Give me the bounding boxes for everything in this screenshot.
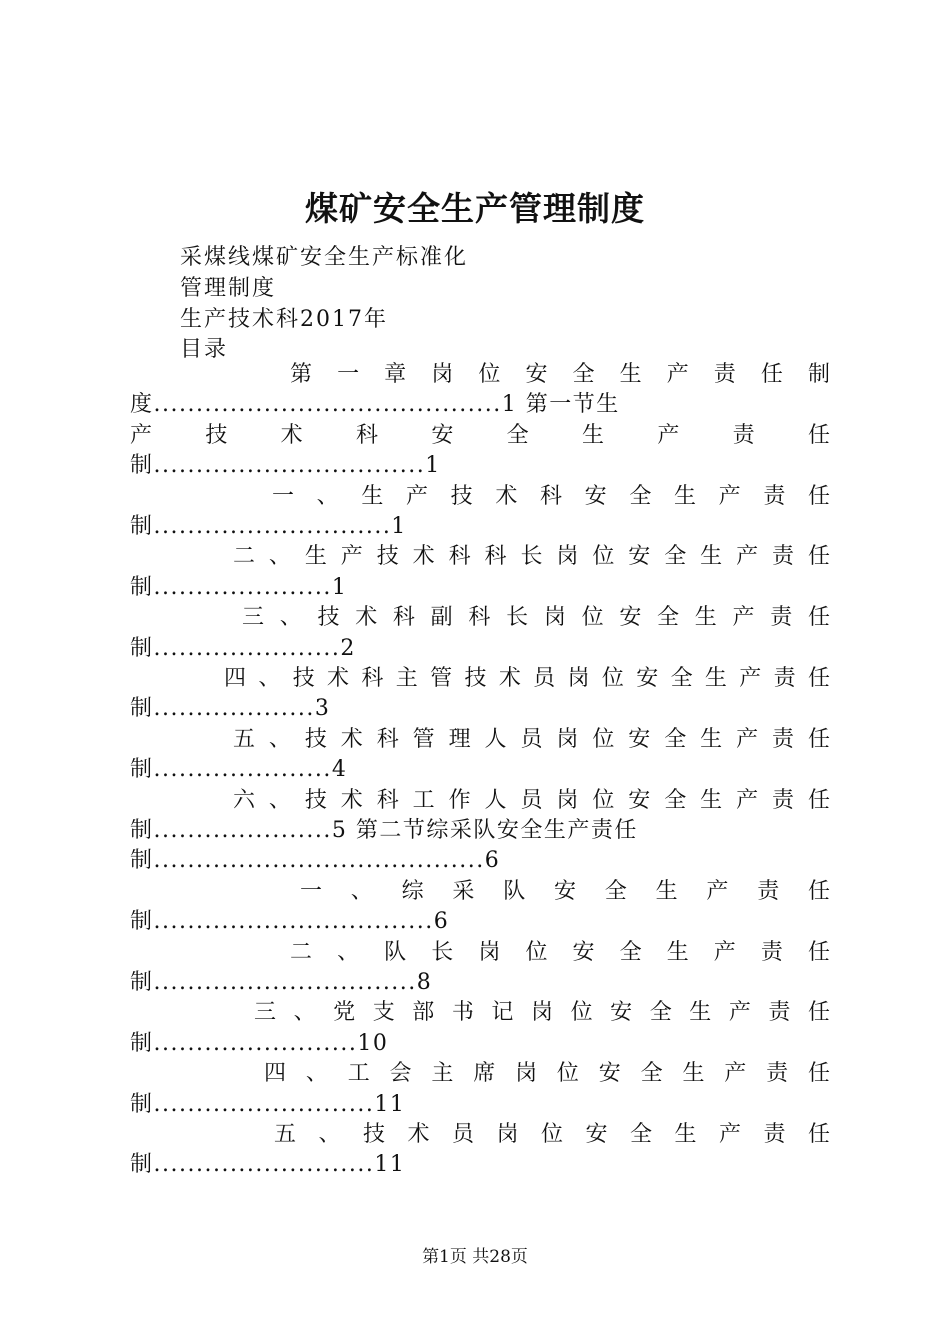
- toc-line: 制..........................11: [130, 1152, 406, 1178]
- toc-line: 制.................................6: [130, 909, 450, 935]
- toc-line: 五 、 技 术 科 管 理 人 员 岗 位 安 全 生 产 责 任: [233, 726, 830, 752]
- toc-line: 三 、 技 术 科 副 科 长 岗 位 安 全 生 产 责 任: [242, 605, 830, 631]
- toc-line: 制...............................8: [130, 970, 433, 995]
- meta-line-department: 生产技术科2017年: [180, 307, 388, 332]
- toc-line: 制................................1: [130, 453, 441, 479]
- toc-line: 一 、 生 产 技 术 科 安 全 生 产 责 任: [272, 483, 830, 509]
- toc-line: 度.........................................1 第一节生: [130, 392, 620, 418]
- toc-line: 制.....................4: [130, 757, 348, 783]
- page-footer: 第1页 共28页: [422, 1247, 528, 1267]
- toc-line: 制.......................................6: [130, 848, 501, 874]
- toc-line: 四 、 工 会 主 席 岗 位 安 全 生 产 责 任: [264, 1061, 830, 1087]
- toc-line: 六 、 技 术 科 工 作 人 员 岗 位 安 全 生 产 责 任: [233, 787, 830, 813]
- document-title: 煤矿安全生产管理制度: [305, 189, 645, 228]
- toc-line: 四 、 技 术 科 主 管 技 术 员 岗 位 安 全 生 产 责 任: [224, 666, 830, 691]
- toc-line: 一 、 综 采 队 安 全 生 产 责 任: [300, 878, 830, 904]
- toc-line: 三 、 党 支 部 书 记 岗 位 安 全 生 产 责 任: [254, 1000, 830, 1026]
- toc-line: 五 、 技 术 员 岗 位 安 全 生 产 责 任: [274, 1122, 830, 1147]
- toc-line: 制............................1: [130, 514, 407, 539]
- toc-line: 制..........................11: [130, 1091, 406, 1117]
- toc-line: 二 、 生 产 技 术 科 科 长 岗 位 安 全 生 产 责 任: [233, 544, 830, 570]
- meta-line-contents: 目录: [180, 337, 229, 362]
- toc-line: 制.....................1: [130, 574, 348, 600]
- meta-line-regulation: 管理制度: [180, 276, 277, 301]
- toc-line: 制........................10: [130, 1030, 389, 1056]
- toc-line: 第 一 章 岗 位 安 全 生 产 责 任 制: [290, 362, 830, 387]
- toc-line: 制......................2: [130, 635, 356, 661]
- toc-line: 产 技 术 科 安 全 生 产 责 任: [130, 422, 830, 448]
- meta-line-company: 采煤线煤矿安全生产标准化: [180, 245, 469, 270]
- toc-line: 二 、 队 长 岗 位 安 全 生 产 责 任: [290, 939, 830, 965]
- toc-line: 制...................3: [130, 696, 331, 722]
- toc-line: 制.....................5 第二节综采队安全生产责任: [130, 818, 638, 843]
